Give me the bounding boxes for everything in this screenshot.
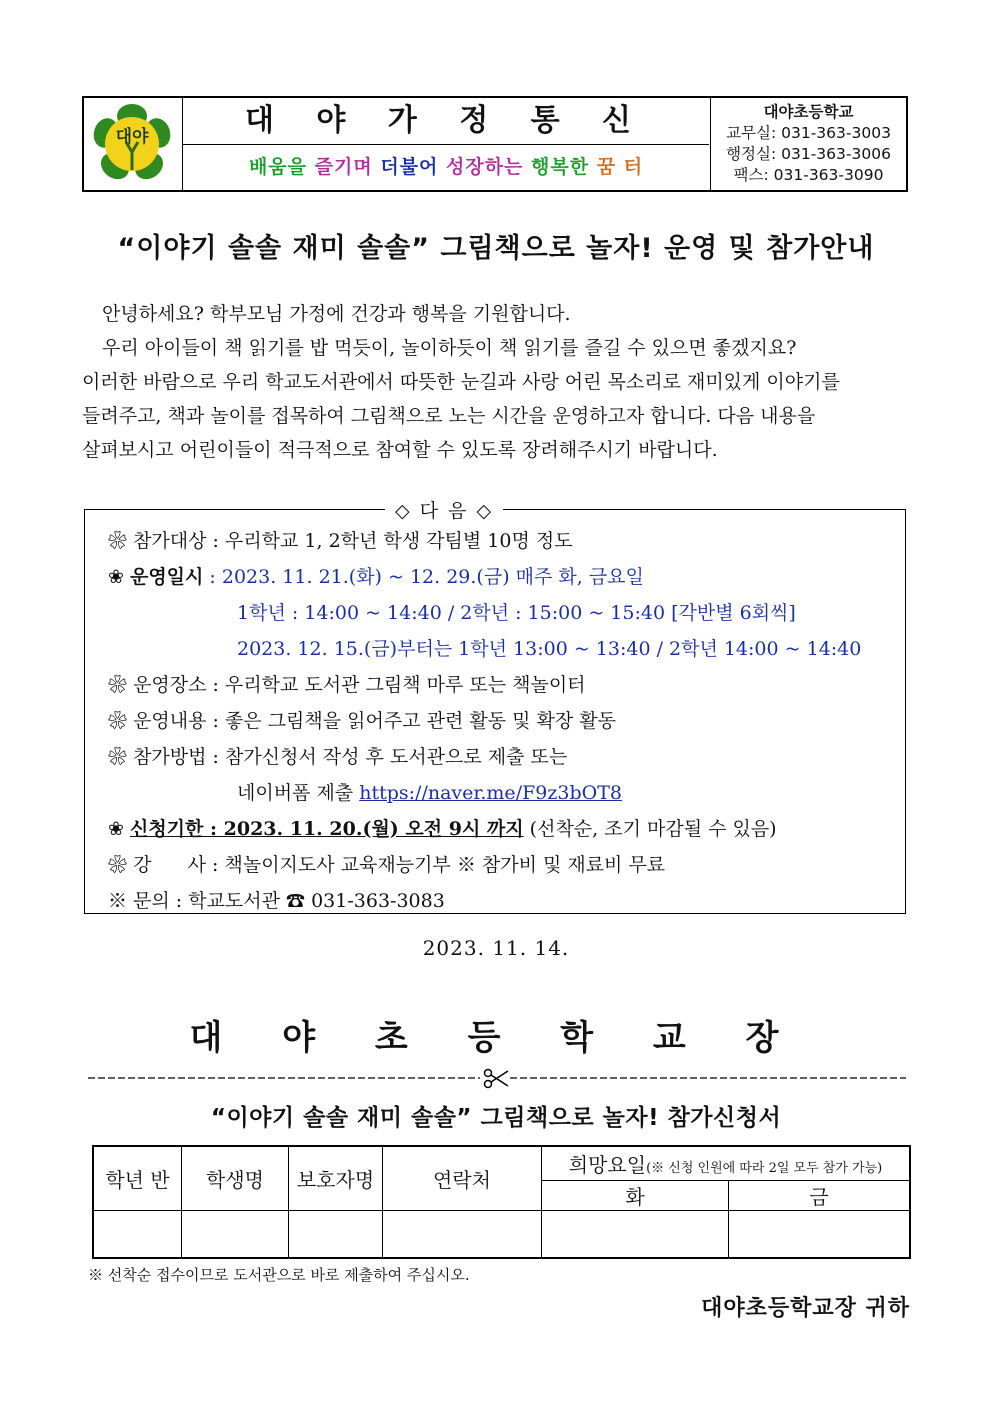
flower-bullet-icon: ❀ — [108, 674, 128, 696]
form-title: “이야기 솔솔 재미 솔솔” 그림책으로 놀자! 참가신청서 — [210, 1105, 782, 1131]
input-contact[interactable] — [383, 1210, 542, 1258]
intro-line: 안녕하세요? 학부모님 가정에 건강과 행복을 기원합니다. — [102, 303, 571, 325]
intro-line: 살펴보시고 어린이들이 적극적으로 참여할 수 있도록 장려해주시기 바랍니다. — [82, 439, 718, 461]
contact-block — [710, 98, 906, 190]
notice-item-instructor: ❀ 강 사 : 책놀이지도사 교육재능기부 ※ 참가비 및 재료비 무료 — [108, 854, 666, 876]
col-guardian: 보호자명 — [289, 1146, 383, 1210]
col-contact: 연락처 — [383, 1146, 542, 1210]
issue-date: 2023. 11. 14. — [422, 936, 570, 960]
school-name: 대야초등학교 — [763, 103, 854, 121]
input-tue[interactable] — [542, 1210, 729, 1258]
scissors-icon — [485, 1070, 509, 1088]
flower-bullet-icon: ❀ — [108, 710, 128, 732]
cut-line — [88, 1066, 906, 1090]
motto-word: 즐기며 — [314, 156, 373, 178]
form-note: ※ 선착순 접수이므로 도서관으로 바로 제출하여 주십시오. — [88, 1266, 470, 1284]
notice-inquiry: ※ 문의 : 학교도서관 ☎ 031-363-3083 — [108, 890, 445, 912]
principal-signature: 대 야 초 등 학 교 장 — [189, 1018, 803, 1058]
input-guardian[interactable] — [289, 1210, 383, 1258]
intro-line: 들려주고, 책과 놀이를 접목하여 그림책으로 노는 시간을 운영하고자 합니다. 다음 내용을 — [82, 405, 816, 427]
notice-heading: ◇ 다 음 ◇ — [385, 496, 503, 523]
input-class[interactable] — [93, 1210, 182, 1258]
col-wish-day: 희망요일(※ 신청 인원에 따라 2일 모두 참가 가능) — [542, 1146, 911, 1180]
school-emblem-icon — [84, 98, 182, 190]
contact-fax: 팩스: 031-363-3090 — [733, 166, 884, 184]
col-student: 학생명 — [182, 1146, 289, 1210]
notice-item-target: ❀ 참가대상 : 우리학교 1, 2학년 학생 각팀별 10명 정도 — [108, 530, 573, 552]
intro-line: 우리 아이들이 책 읽기를 밥 먹듯이, 놀이하듯이 책 읽기를 즐길 수 있으면 좋겠지요? — [102, 337, 797, 359]
svg-text:대야: 대야 — [115, 127, 149, 147]
newsletter-title: 대 야 가 정 통 신 — [183, 98, 709, 145]
notice-item-schedule: ❀ 운영일시 : 2023. 11. 21.(화) ~ 12. 29.(금) 매주 화, 금요일 — [108, 566, 644, 588]
intro-line: 이러한 바람으로 우리 학교도서관에서 따뜻한 눈길과 사랑 어린 목소리로 재미있게 이야기를 — [82, 371, 840, 393]
flower-bullet-icon: ❀ — [108, 818, 124, 840]
flower-bullet-icon: ❀ — [108, 530, 128, 552]
col-class: 학년 반 — [93, 1146, 182, 1210]
main-title: “이야기 솔솔 재미 솔솔” 그림책으로 놀자! 운영 및 참가안내 — [117, 233, 875, 264]
notice-item-method: ❀ 참가방법 : 참가신청서 작성 후 도서관으로 제출 또는 — [108, 746, 568, 768]
school-logo — [84, 98, 183, 190]
notice-item-content: ❀ 운영내용 : 좋은 그림책을 읽어주고 관련 활동 및 확장 활동 — [108, 710, 616, 732]
application-form-table — [92, 1145, 911, 1259]
notice-item-place: ❀ 운영장소 : 우리학교 도서관 그림책 마루 또는 책놀이터 — [108, 674, 586, 696]
motto-word: 성장하는 — [446, 156, 524, 178]
motto-word: 행복한 — [531, 156, 590, 178]
schedule-times: 1학년 : 14:00 ~ 14:40 / 2학년 : 15:00 ~ 15:40 [각반별 6회씩] — [237, 602, 796, 624]
method-online: 네이버폼 제출 https://naver.me/F9z3bOT8 — [237, 782, 622, 804]
motto-word: 더불어 — [380, 156, 439, 178]
col-day-tue: 화 — [542, 1180, 729, 1210]
flower-bullet-icon: ❀ — [108, 854, 128, 876]
motto-word: 꿈 터 — [596, 156, 644, 178]
col-day-fri: 금 — [729, 1180, 911, 1210]
newsletter-header — [82, 96, 908, 192]
input-student[interactable] — [182, 1210, 289, 1258]
contact-admin: 행정실: 031-363-3006 — [726, 145, 891, 163]
motto-word: 배움을 — [248, 156, 307, 178]
notice-item-deadline: ❀ 신청기한 : 2023. 11. 20.(월) 오전 9시 까지 (선착순, 조기 마감될 수 있음) — [108, 818, 777, 840]
input-fri[interactable] — [729, 1210, 911, 1258]
flower-bullet-icon: ❀ — [108, 746, 128, 768]
flower-bullet-icon: ❀ — [108, 566, 124, 588]
school-motto — [183, 145, 709, 190]
recipient: 대야초등학교장 귀하 — [701, 1296, 910, 1321]
schedule-change: 2023. 12. 15.(금)부터는 1학년 13:00 ~ 13:40 / 2학년 14:00 ~ 14:40 — [237, 638, 862, 660]
contact-office: 교무실: 031-363-3003 — [726, 124, 891, 142]
naver-form-link[interactable]: https://naver.me/F9z3bOT8 — [359, 782, 622, 804]
